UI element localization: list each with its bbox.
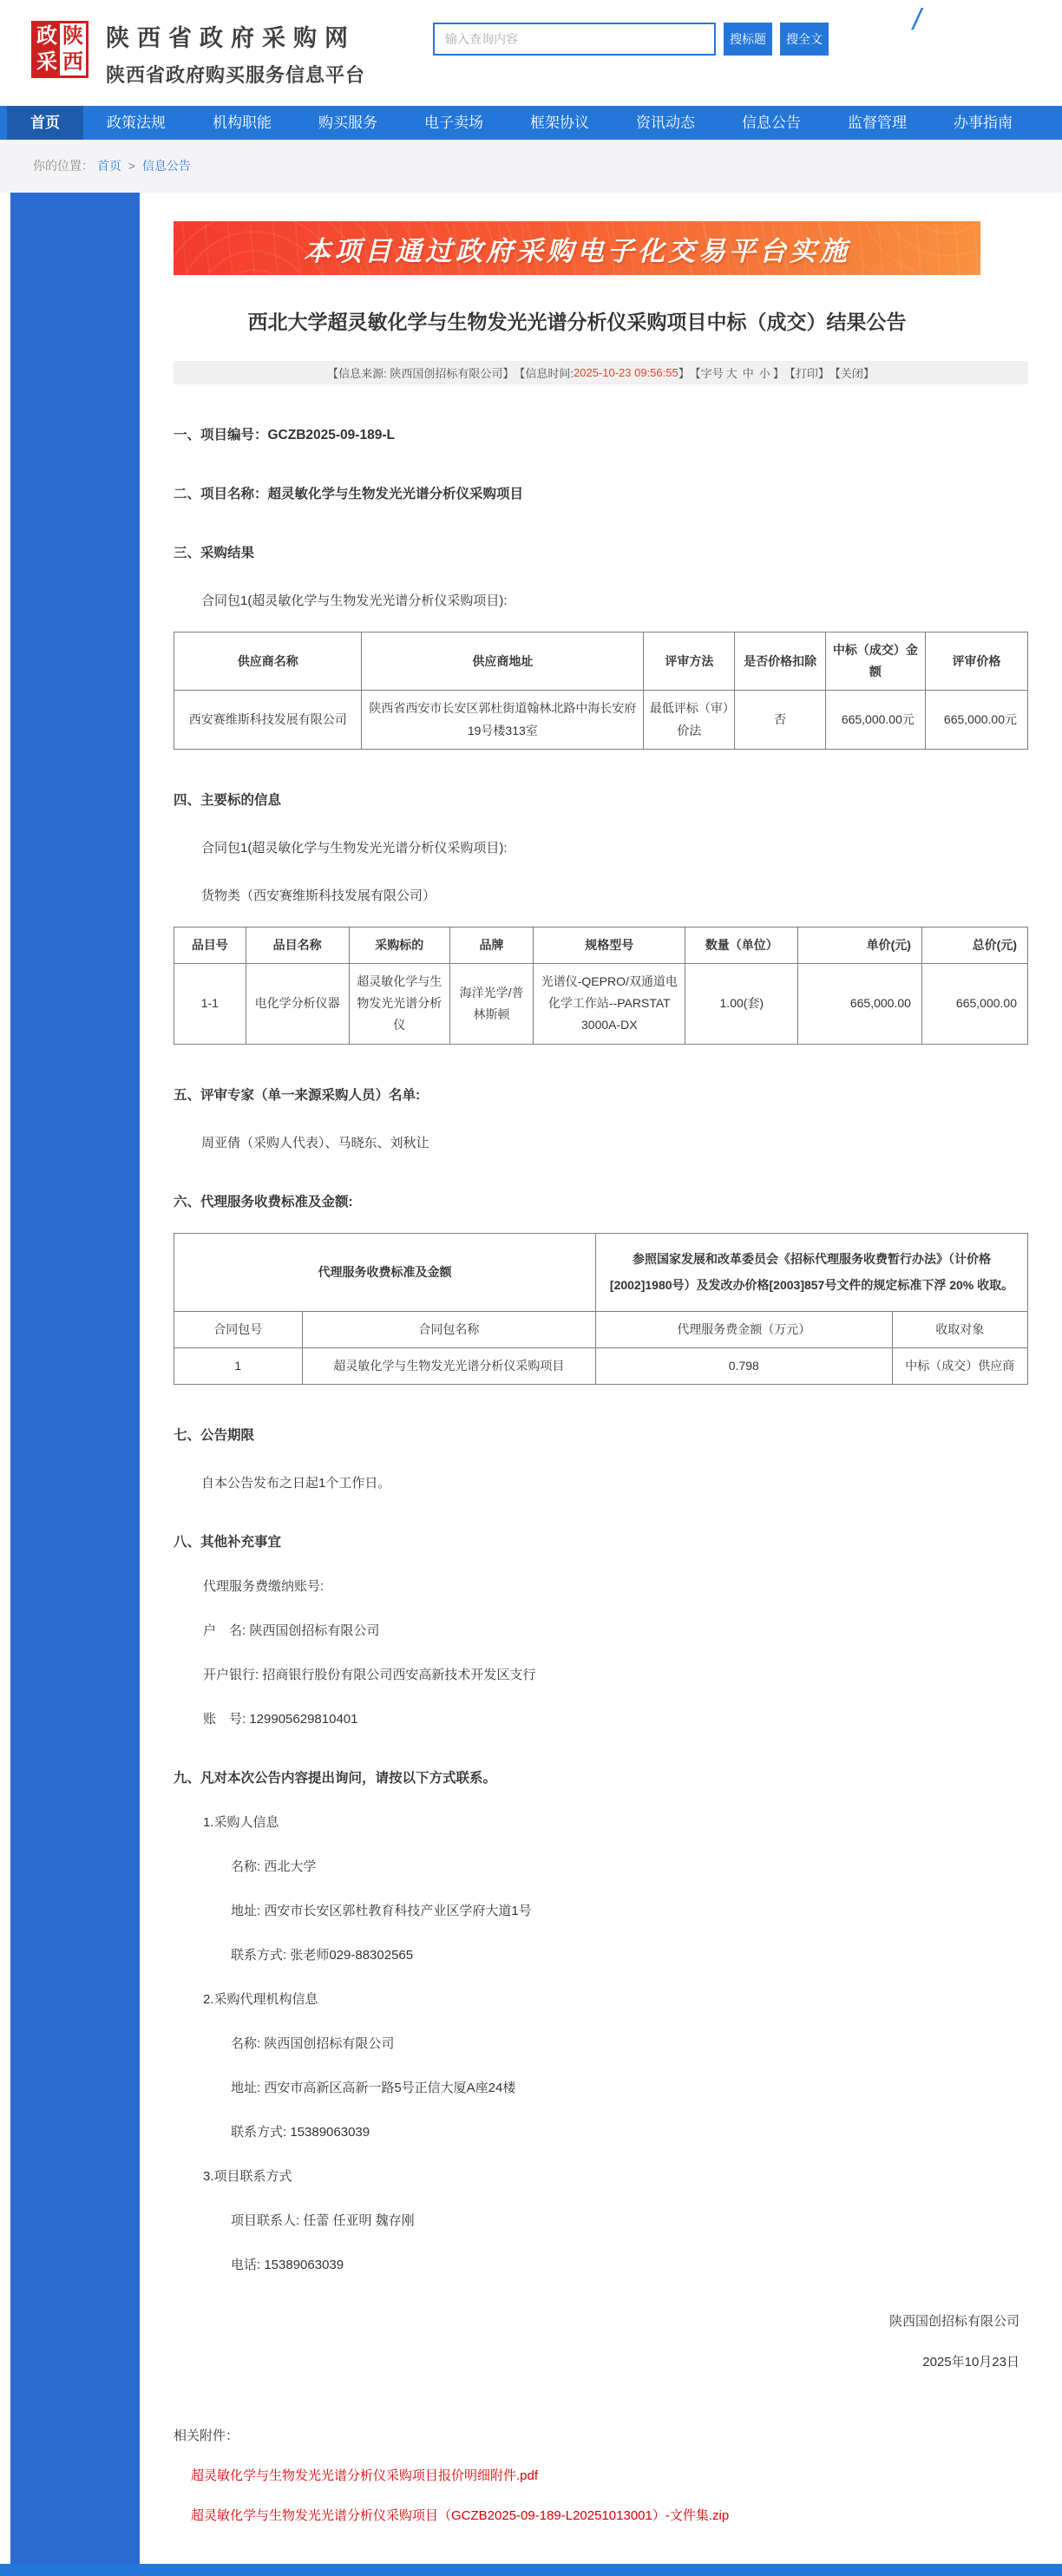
site-subtitle: 陕西省政府购买服务信息平台: [106, 64, 366, 86]
col-supplier-address: 供应商地址: [362, 633, 644, 691]
col-package-no: 合同包号: [174, 1312, 303, 1348]
signature-date: 2025年10月23日: [922, 2355, 1019, 2370]
meta-fontsize-close: 】: [772, 367, 784, 380]
meta-bar: [174, 361, 1028, 384]
review-method-cell: 最低评标（审）价法: [644, 691, 735, 749]
agency-name-line: 名称: 陕西国创招标有限公司: [231, 2036, 395, 2052]
total-price-cell: 665,000.00: [921, 963, 1027, 1044]
nav-item-functions[interactable]: 机构职能: [213, 115, 272, 131]
nav-item-framework[interactable]: 框架协议: [530, 115, 589, 131]
meta-time-close: 】: [678, 367, 690, 380]
logo-char-cai: 采: [34, 49, 60, 75]
search-bar: [433, 23, 829, 56]
col-award-amount: 中标（成交）金额: [825, 633, 925, 691]
nav-item-announcements[interactable]: 信息公告: [742, 115, 801, 131]
supplier-name-cell: 西安赛维斯科技发展有限公司: [174, 691, 362, 749]
col-package-name: 合同包名称: [302, 1312, 595, 1348]
agency-address-line: 地址: 西安市高新区高新一路5号正信大厦A座24楼: [231, 2081, 516, 2096]
items-table: [174, 927, 1028, 1045]
item-name-cell: 电化学分析仪器: [246, 963, 349, 1044]
col-brand: 品牌: [449, 927, 533, 963]
attachment-zip-link[interactable]: 超灵敏化学与生物发光光谱分析仪采购项目（GCZB2025-09-189-L20251013001）-文件集.zip: [191, 2508, 730, 2524]
nav-item-guide[interactable]: 办事指南: [954, 115, 1013, 131]
meta-source: 【信息来源: 陕西国创招标有限公司】: [327, 367, 515, 380]
agency-fee-merged-row: [174, 1233, 1028, 1312]
meta-fontsize-label: 【字号: [689, 367, 724, 380]
brand-cell: 海洋光学/普林斯顿: [449, 963, 533, 1044]
fee-payer-cell: 中标（成交）供应商: [892, 1348, 1027, 1385]
breadcrumb-current-link[interactable]: 信息公告: [141, 159, 191, 173]
agency-fee-row: [174, 1348, 1028, 1385]
site-logo-icon: [31, 21, 88, 78]
project-contact-title: 3.项目联系方式: [203, 2169, 292, 2185]
package-no-cell: 1: [174, 1348, 303, 1385]
nav-item-policies[interactable]: 政策法规: [107, 115, 166, 131]
buyer-info-title: 1.采购人信息: [203, 1815, 279, 1831]
fee-amount-cell: 0.798: [596, 1348, 892, 1385]
quantity-cell: 1.00(套): [685, 963, 798, 1044]
section-8-heading: 八、其他补充事宜: [174, 1535, 282, 1550]
procurement-target-cell: 超灵敏化学与生物发光光谱分析仪: [349, 963, 449, 1044]
supplier-table-header-row: [174, 633, 1028, 691]
agency-fee-standard-desc: 参照国家发展和改革委员会《招标代理服务收费暂行办法》（计价格[2002]1980号）及发改办价格[2003]857号文件的规定标准下浮 20% 收取。: [596, 1233, 1028, 1312]
agency-fee-standard-label: 代理服务收费标准及金额: [174, 1233, 596, 1312]
section-9-heading: 九、凡对本次公告内容提出询问，请按以下方式联系。: [174, 1771, 497, 1786]
col-review-method: 评审方法: [644, 633, 735, 691]
site-header: [0, 0, 1062, 106]
content-area: [0, 193, 1062, 2564]
nav-item-emall[interactable]: 电子卖场: [424, 115, 483, 131]
project-contact-line: 项目联系人: 任蕾 任亚明 魏存刚: [231, 2213, 415, 2229]
attachments-section: [174, 2426, 1028, 2524]
bottom-blue-bar: [0, 2564, 1062, 2576]
search-fulltext-button[interactable]: 搜全文: [780, 23, 829, 56]
supplier-address-cell: 陕西省西安市长安区郭杜街道翰林北路中海长安府19号楼313室: [362, 691, 644, 749]
section-2-heading: 二、项目名称：超灵敏化学与生物发光光谱分析仪采购项目: [174, 487, 524, 501]
col-price-deduction: 是否价格扣除: [735, 633, 825, 691]
agency-info-title: 2.采购代理机构信息: [203, 1992, 318, 2008]
attachments-label: 相关附件：: [174, 2429, 239, 2444]
slash-decoration: /: [913, 3, 921, 36]
unit-price-cell: 665,000.00: [798, 963, 922, 1044]
breadcrumb-separator: >: [128, 159, 135, 173]
meta-time-value: 2025-10-23 09:56:55: [574, 366, 678, 379]
attachment-pdf-link[interactable]: 超灵敏化学与生物发光光谱分析仪采购项目报价明细附件.pdf: [191, 2468, 539, 2484]
close-button[interactable]: 【关闭】: [829, 367, 875, 380]
award-amount-cell: 665,000.00元: [825, 691, 925, 749]
section-7-body: 自本公告发布之日起1个工作日。: [201, 1476, 391, 1491]
section-1-heading: 一、项目编号：GCZB2025-09-189-L: [174, 428, 395, 442]
price-deduction-cell: 否: [735, 691, 825, 749]
section-4-package-line: 合同包1(超灵敏化学与生物发光光谱分析仪采购项目):: [201, 840, 508, 855]
col-fee-amount: 代理服务费金额（万元）: [596, 1312, 892, 1348]
col-item-no: 品目号: [174, 927, 246, 963]
spec-model-cell: 光谱仪-QEPRO/双通道电化学工作站--PARSTAT 3000A-DX: [534, 963, 685, 1044]
section-3-package-line: 合同包1(超灵敏化学与生物发光光谱分析仪采购项目):: [201, 593, 508, 608]
col-unit-price: 单价(元): [798, 927, 922, 963]
meta-time-label: 【信息时间:: [514, 367, 574, 380]
col-item-name: 品目名称: [246, 927, 349, 963]
logo-char-xi: 西: [60, 49, 86, 75]
announcement-body: [140, 193, 1062, 2564]
nav-item-purchase-service[interactable]: 购买服务: [318, 115, 377, 131]
buyer-name-line: 名称: 西北大学: [231, 1859, 317, 1875]
breadcrumb: [0, 140, 1062, 193]
site-title: 陕西省政府采购网: [106, 25, 356, 51]
review-price-cell: 665,000.00元: [925, 691, 1027, 749]
payment-account-label: 代理服务费缴纳账号:: [203, 1579, 324, 1595]
account-number-line: 账 号: 129905629810401: [203, 1712, 358, 1727]
fontsize-large-button[interactable]: 大: [725, 367, 738, 380]
items-table-row: [174, 963, 1028, 1044]
print-button[interactable]: 【打印】: [783, 367, 829, 380]
signature-block: [174, 2311, 1028, 2370]
col-spec-model: 规格型号: [534, 927, 685, 963]
search-title-button[interactable]: 搜标题: [724, 23, 772, 56]
main-nav: [0, 106, 1062, 140]
section-3-heading: 三、采购结果: [174, 546, 255, 560]
agency-contact-line: 联系方式: 15389063039: [231, 2125, 370, 2140]
section-4-heading: 四、主要标的信息: [174, 792, 282, 808]
logo-char-zheng: 政: [34, 23, 60, 49]
col-procurement-target: 采购标的: [349, 927, 449, 963]
logo-char-shan: 陕: [60, 23, 86, 49]
col-review-price: 评审价格: [925, 633, 1027, 691]
package-name-cell: 超灵敏化学与生物发光光谱分析仪采购项目: [302, 1348, 595, 1385]
nav-item-news[interactable]: 资讯动态: [636, 115, 695, 131]
search-input[interactable]: [433, 23, 716, 56]
fontsize-medium-button[interactable]: 中: [742, 367, 754, 380]
platform-banner-text: 本项目通过政府采购电子化交易平台实施: [304, 235, 850, 266]
supplier-result-table: [174, 632, 1028, 750]
col-fee-payer: 收取对象: [892, 1312, 1027, 1348]
section-5-experts-line: 周亚倩（采购人代表）、马晓东、刘秋让: [201, 1135, 429, 1150]
item-no-cell: 1-1: [174, 963, 246, 1044]
section-7-heading: 七、公告期限: [174, 1428, 255, 1444]
section-4-category-line: 货物类（西安赛维斯科技发展有限公司）: [201, 888, 436, 903]
col-total-price: 总价(元): [921, 927, 1027, 963]
buyer-address-line: 地址: 西安市长安区郭杜教育科技产业区学府大道1号: [231, 1904, 532, 1919]
fontsize-small-button[interactable]: 小: [758, 367, 770, 380]
left-blue-strip: [10, 193, 140, 2564]
agency-fee-table: [174, 1233, 1028, 1386]
section-6-heading: 六、代理服务收费标准及金额:: [174, 1194, 353, 1209]
items-table-header-row: [174, 927, 1028, 963]
announcement-title: 西北大学超灵敏化学与生物发光光谱分析仪采购项目中标（成交）结果公告: [247, 311, 907, 333]
project-phone-line: 电话: 15389063039: [231, 2258, 344, 2273]
buyer-contact-line: 联系方式: 张老师029-88302565: [231, 1948, 414, 1963]
bank-line: 开户银行: 招商银行股份有限公司西安高新技术开发区支行: [203, 1668, 536, 1683]
account-holder-line: 户 名: 陕西国创招标有限公司: [203, 1623, 380, 1639]
breadcrumb-home-link[interactable]: 首页: [96, 159, 121, 173]
section-5-heading: 五、评审专家（单一来源采购人员）名单:: [174, 1087, 421, 1103]
platform-banner: [174, 221, 980, 275]
site-titles: [106, 19, 365, 88]
nav-item-home[interactable]: 首页: [7, 106, 83, 140]
agency-fee-header-row: [174, 1312, 1028, 1348]
supplier-table-row: [174, 691, 1028, 749]
signature-company: 陕西国创招标有限公司: [888, 2314, 1019, 2330]
col-supplier-name: 供应商名称: [174, 633, 362, 691]
breadcrumb-prefix: 你的位置：: [33, 159, 94, 173]
col-quantity: 数量（单位）: [685, 927, 798, 963]
nav-item-supervision[interactable]: 监督管理: [848, 115, 907, 131]
